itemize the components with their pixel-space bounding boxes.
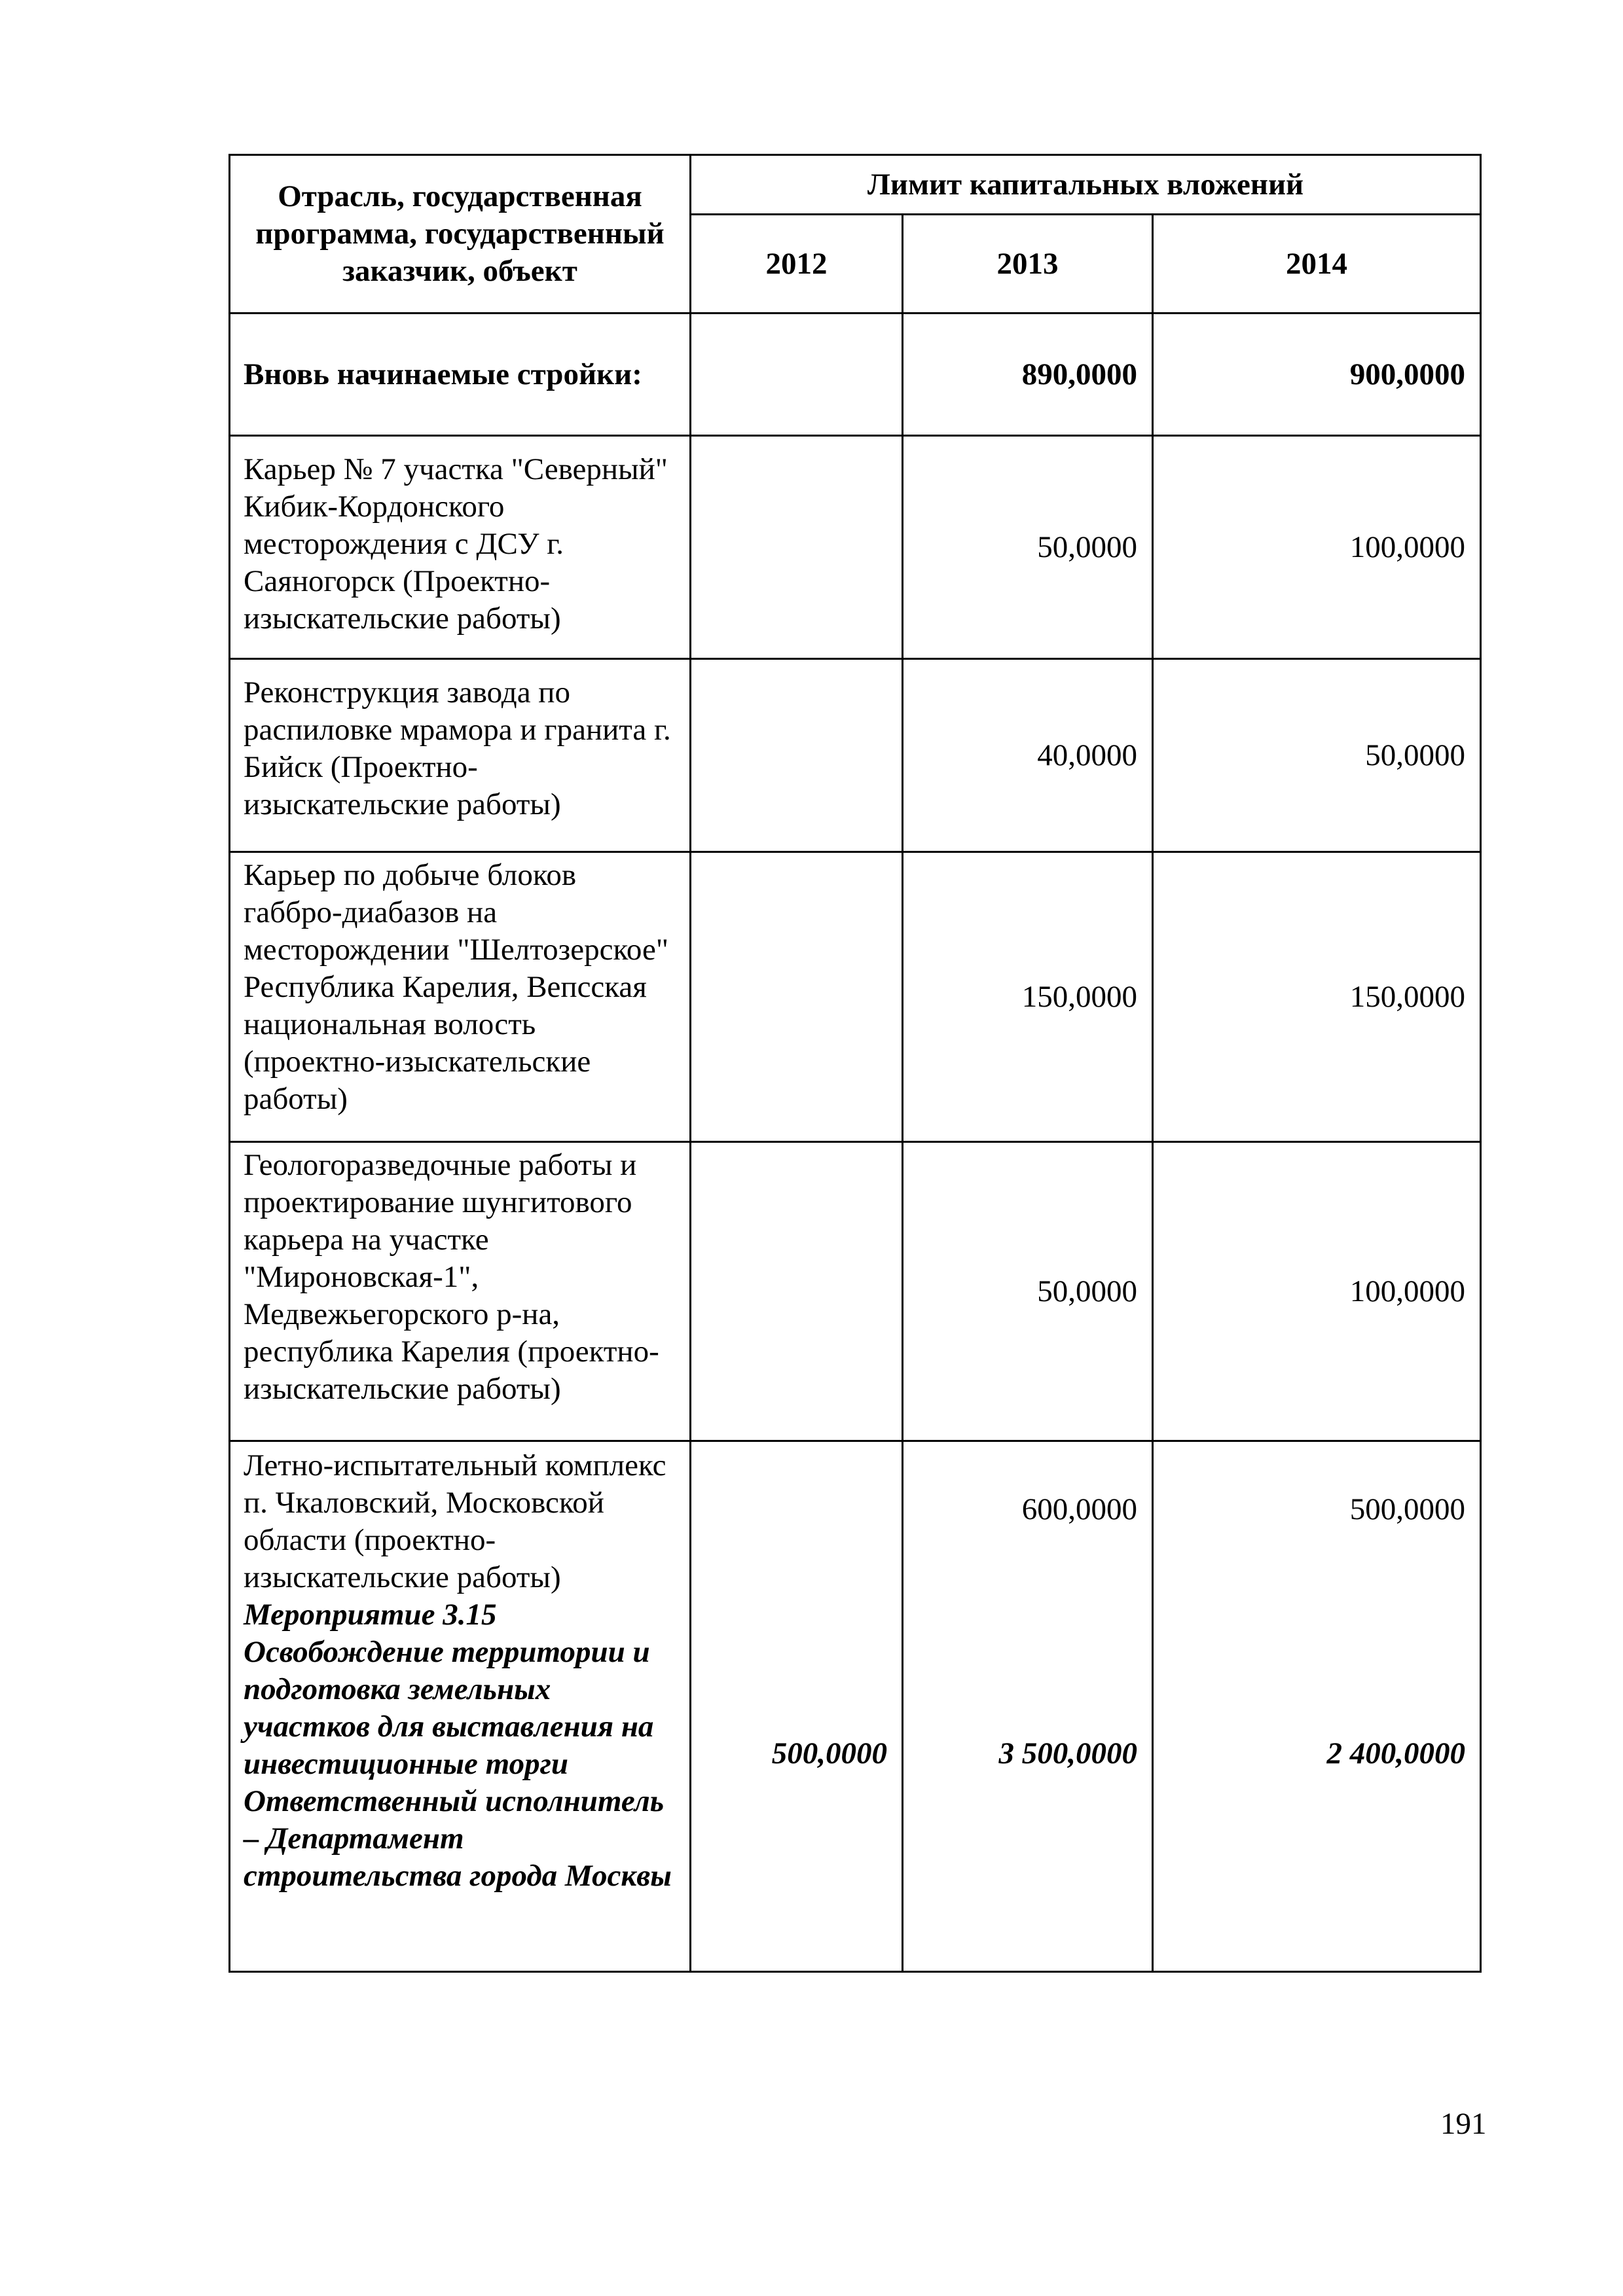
value-2012-cell bbox=[691, 1441, 903, 1972]
value-2014: 100,0000 bbox=[1153, 436, 1481, 659]
new-builds-2014: 900,0000 bbox=[1153, 314, 1481, 436]
object-name: Реконструкция завода по распиловке мрамора и гранита г. Бийск (Проектно-изыскательские работы) bbox=[230, 659, 691, 852]
value-2012 bbox=[691, 436, 903, 659]
value-2013: 600,0000 bbox=[1021, 1492, 1137, 1526]
object-name: Карьер № 7 участка "Северный" Кибик-Кордонского месторождения с ДСУ г. Саяногорск (Проектно-изыскательские работы) bbox=[230, 436, 691, 659]
object-name: Летно-испытательный комплекс п. Чкаловский, Московской области (проектно-изыскательские работы) bbox=[244, 1448, 666, 1594]
value-2014-cell bbox=[1153, 1441, 1481, 1972]
value-2012 bbox=[691, 659, 903, 852]
table-row bbox=[230, 852, 1481, 1142]
event-value-2014: 2 400,0000 bbox=[1326, 1736, 1465, 1770]
new-builds-label: Вновь начинаемые стройки: bbox=[230, 314, 691, 436]
header-row bbox=[230, 155, 1481, 215]
value-2014: 100,0000 bbox=[1153, 1142, 1481, 1441]
value-2013-cell bbox=[903, 1441, 1153, 1972]
value-2013: 40,0000 bbox=[903, 659, 1153, 852]
year-header-2013: 2013 bbox=[903, 215, 1153, 314]
page-number: 191 bbox=[1440, 2107, 1487, 2141]
sector-header: Отрасль, государственная программа, государственный заказчик, объект bbox=[230, 155, 691, 314]
event-name: Мероприятие 3.15 Освобождение территории и подготовка земельных участков для выставления на инвестиционные торги Ответственный исполнитель – Департамент строительства города Москвы bbox=[244, 1598, 672, 1893]
value-2013: 50,0000 bbox=[903, 1142, 1153, 1441]
capital-investment-table bbox=[228, 154, 1482, 1973]
value-2014: 500,0000 bbox=[1349, 1492, 1465, 1526]
new-builds-2013: 890,0000 bbox=[903, 314, 1153, 436]
value-2012 bbox=[691, 852, 903, 1142]
table-row bbox=[230, 1441, 1481, 1972]
event-value-2013: 3 500,0000 bbox=[998, 1736, 1137, 1770]
value-2013: 50,0000 bbox=[903, 436, 1153, 659]
value-2013: 150,0000 bbox=[903, 852, 1153, 1142]
new-builds-row bbox=[230, 314, 1481, 436]
limit-header: Лимит капитальных вложений bbox=[691, 155, 1481, 215]
object-name-with-event bbox=[230, 1441, 691, 1972]
year-header-2012: 2012 bbox=[691, 215, 903, 314]
table-row bbox=[230, 659, 1481, 852]
value-2014: 150,0000 bbox=[1153, 852, 1481, 1142]
event-value-2012: 500,0000 bbox=[771, 1736, 887, 1770]
table-row bbox=[230, 436, 1481, 659]
value-2014: 50,0000 bbox=[1153, 659, 1481, 852]
new-builds-2012 bbox=[691, 314, 903, 436]
object-name: Геологоразведочные работы и проектирование шунгитового карьера на участке "Мироновская-1", Медвежьегорского р-на, республика Карелия (проектно-изыскательские работы) bbox=[230, 1142, 691, 1441]
table-row bbox=[230, 1142, 1481, 1441]
object-name: Карьер по добыче блоков габбро-диабазов на месторождении "Шелтозерское" Республика Карелия, Вепсская национальная волость (проектно-изыскательские работы) bbox=[230, 852, 691, 1142]
year-header-2014: 2014 bbox=[1153, 215, 1481, 314]
value-2012 bbox=[691, 1142, 903, 1441]
